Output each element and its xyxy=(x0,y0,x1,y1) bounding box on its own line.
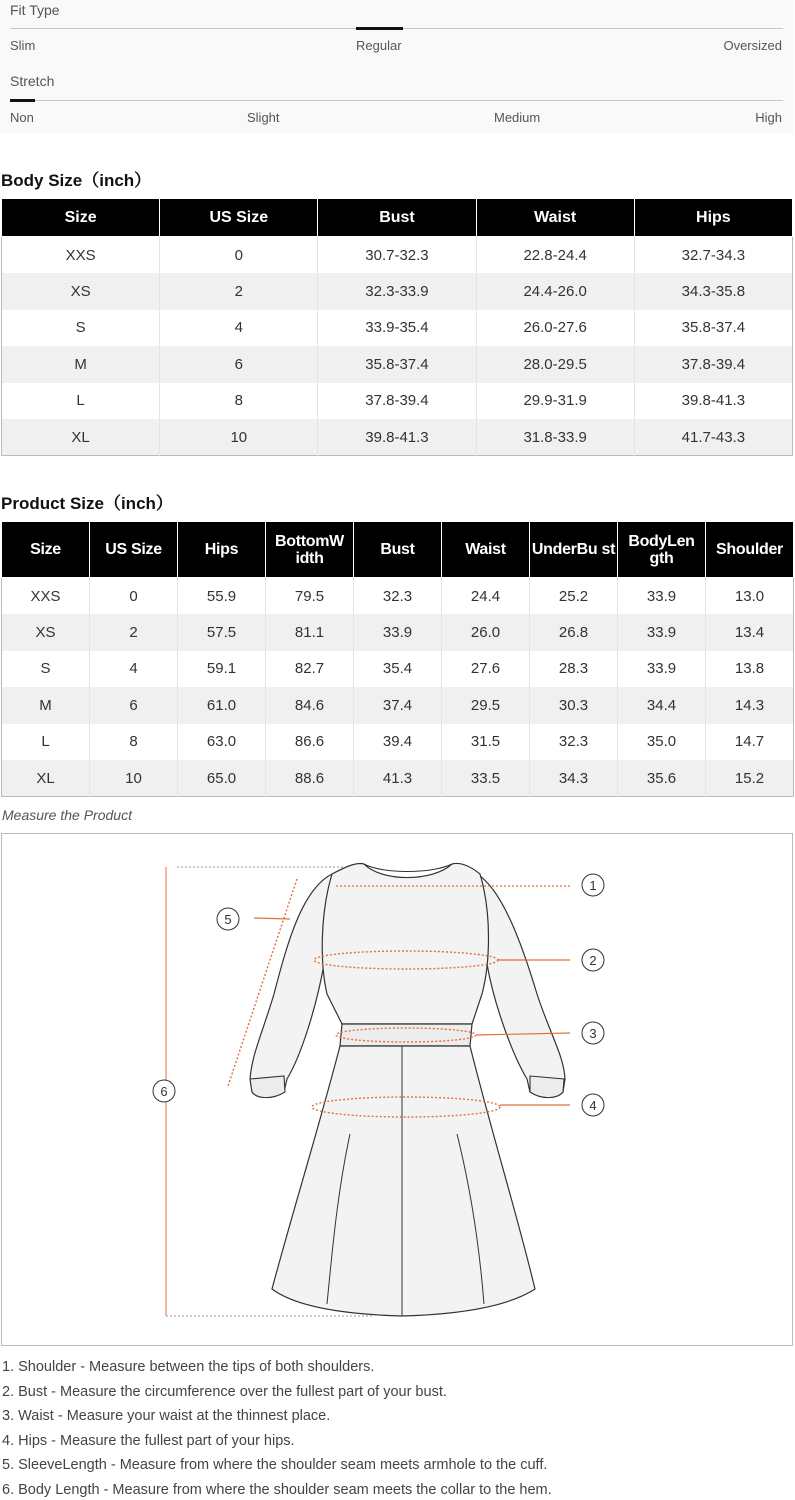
table-cell: 32.3-33.9 xyxy=(318,273,476,310)
table-cell: 29.9-31.9 xyxy=(476,383,634,420)
table-cell: 35.0 xyxy=(618,724,706,761)
table-row xyxy=(2,273,793,310)
table-cell: 39.4 xyxy=(354,724,442,761)
stretch-label-medium: Medium xyxy=(494,110,541,125)
bodice xyxy=(322,863,488,1024)
table-row xyxy=(2,614,794,651)
stretch-title: Stretch xyxy=(10,73,55,89)
table-cell: 13.8 xyxy=(706,651,794,688)
table-cell: 24.4-26.0 xyxy=(476,273,634,310)
table-cell: 22.8-24.4 xyxy=(476,237,634,274)
table-cell: 14.7 xyxy=(706,724,794,761)
table-row xyxy=(2,383,793,420)
marker-1-label: 1 xyxy=(589,878,597,893)
note-shoulder: 1. Shoulder - Measure between the tips of both shoulders. xyxy=(2,1359,375,1375)
fit-type-indicator xyxy=(356,27,403,30)
note-body-length: 6. Body Length - Measure from where the shoulder seam meets the collar to the hem. xyxy=(2,1481,552,1498)
table-cell: 57.5 xyxy=(178,614,266,651)
table-cell: 4 xyxy=(90,651,178,688)
table-cell: 59.1 xyxy=(178,651,266,688)
fit-type-label-slim: Slim xyxy=(10,38,36,53)
header-cell: Bust xyxy=(354,522,442,578)
table-cell: 2 xyxy=(160,273,318,310)
marker-2-label: 2 xyxy=(589,953,597,968)
header-cell: Hips xyxy=(634,199,792,237)
table-cell: 37.8-39.4 xyxy=(634,346,792,383)
table-cell: 41.7-43.3 xyxy=(634,419,792,456)
table-cell: M xyxy=(2,687,90,724)
header-cell: Bust xyxy=(318,199,476,237)
table-cell: 34.3-35.8 xyxy=(634,273,792,310)
table-cell: 63.0 xyxy=(178,724,266,761)
table-cell: S xyxy=(2,651,90,688)
header-cell: Size xyxy=(2,522,90,578)
measure-caption: Measure the Product xyxy=(2,807,132,823)
table-cell: 35.6 xyxy=(618,760,706,797)
table-cell: 14.3 xyxy=(706,687,794,724)
table-cell: 29.5 xyxy=(442,687,530,724)
table-row xyxy=(2,578,794,615)
table-cell: 24.4 xyxy=(442,578,530,615)
table-cell: 33.9 xyxy=(618,614,706,651)
table-row xyxy=(2,687,794,724)
table-cell: 33.5 xyxy=(442,760,530,797)
fit-type-label-regular: Regular xyxy=(356,38,402,53)
table-cell: 28.3 xyxy=(530,651,618,688)
body-size-table xyxy=(1,198,793,456)
header-cell: Waist xyxy=(476,199,634,237)
table-cell: 30.3 xyxy=(530,687,618,724)
table-cell: 32.7-34.3 xyxy=(634,237,792,274)
dress-diagram-svg xyxy=(2,834,792,1345)
table-cell: 55.9 xyxy=(178,578,266,615)
table-cell: 25.2 xyxy=(530,578,618,615)
marker-6 xyxy=(153,1080,175,1102)
fit-type-title: Fit Type xyxy=(10,2,60,18)
marker-4-label: 4 xyxy=(589,1098,597,1113)
table-cell: XXS xyxy=(2,237,160,274)
table-cell: 81.1 xyxy=(266,614,354,651)
body-size-header-row xyxy=(2,199,793,237)
table-cell: XS xyxy=(2,273,160,310)
table-cell: M xyxy=(2,346,160,383)
product-size-title: Product Size（inch） xyxy=(1,494,173,513)
header-cell: Waist xyxy=(442,522,530,578)
table-row xyxy=(2,651,794,688)
table-cell: L xyxy=(2,383,160,420)
table-cell: 30.7-32.3 xyxy=(318,237,476,274)
table-cell: 88.6 xyxy=(266,760,354,797)
header-cell: Size xyxy=(2,199,160,237)
header-cell: BottomW idth xyxy=(266,522,354,578)
product-size-table xyxy=(1,521,794,797)
right-sleeve xyxy=(477,874,565,1097)
table-cell: 26.8 xyxy=(530,614,618,651)
left-cuff xyxy=(250,1076,285,1098)
table-cell: 39.8-41.3 xyxy=(634,383,792,420)
measurement-diagram xyxy=(1,833,793,1346)
fit-type-label-oversized: Oversized xyxy=(723,38,782,53)
table-cell: L xyxy=(2,724,90,761)
table-cell: 35.8-37.4 xyxy=(318,346,476,383)
table-cell: 13.4 xyxy=(706,614,794,651)
stretch-label-non: Non xyxy=(10,110,34,125)
marker-5 xyxy=(217,908,239,930)
table-cell: 28.0-29.5 xyxy=(476,346,634,383)
table-cell: 61.0 xyxy=(178,687,266,724)
table-cell: 39.8-41.3 xyxy=(318,419,476,456)
table-cell: XL xyxy=(2,419,160,456)
table-cell: 10 xyxy=(160,419,318,456)
stretch-track xyxy=(10,100,783,101)
table-cell: 33.9 xyxy=(618,578,706,615)
note-waist: 3. Waist - Measure your waist at the thinnest place. xyxy=(2,1408,331,1424)
table-cell: 33.9 xyxy=(354,614,442,651)
table-row xyxy=(2,760,794,797)
table-cell: 31.5 xyxy=(442,724,530,761)
table-cell: 0 xyxy=(90,578,178,615)
table-cell: S xyxy=(2,310,160,347)
marker-3 xyxy=(582,1022,604,1044)
left-sleeve xyxy=(250,874,332,1097)
table-cell: 82.7 xyxy=(266,651,354,688)
marker-3-label: 3 xyxy=(589,1026,597,1041)
table-cell: 15.2 xyxy=(706,760,794,797)
table-row xyxy=(2,310,793,347)
body-size-title: Body Size（inch） xyxy=(1,171,152,190)
table-cell: 2 xyxy=(90,614,178,651)
table-cell: XL xyxy=(2,760,90,797)
table-cell: 37.8-39.4 xyxy=(318,383,476,420)
table-cell: 33.9-35.4 xyxy=(318,310,476,347)
table-cell: 34.4 xyxy=(618,687,706,724)
table-cell: 86.6 xyxy=(266,724,354,761)
header-cell: Shoulder xyxy=(706,522,794,578)
table-cell: 26.0-27.6 xyxy=(476,310,634,347)
table-cell: 35.8-37.4 xyxy=(634,310,792,347)
skirt xyxy=(272,1046,535,1316)
table-cell: 32.3 xyxy=(354,578,442,615)
header-cell: Hips xyxy=(178,522,266,578)
table-cell: 4 xyxy=(160,310,318,347)
table-cell: 0 xyxy=(160,237,318,274)
stretch-label-slight: Slight xyxy=(247,110,280,125)
table-cell: 27.6 xyxy=(442,651,530,688)
table-cell: 8 xyxy=(160,383,318,420)
table-row xyxy=(2,346,793,383)
measurement-notes xyxy=(2,1357,792,1500)
marker-6-label: 6 xyxy=(160,1084,168,1099)
fit-stretch-panel xyxy=(0,0,793,133)
stretch-indicator xyxy=(10,99,35,102)
marker-5-label: 5 xyxy=(224,912,232,927)
table-cell: 32.3 xyxy=(530,724,618,761)
table-cell: 6 xyxy=(160,346,318,383)
header-cell: UnderBu st xyxy=(530,522,618,578)
right-cuff xyxy=(530,1076,564,1098)
note-hips: 4. Hips - Measure the fullest part of your hips. xyxy=(2,1432,295,1449)
product-size-header-row xyxy=(2,522,794,578)
note-bust: 2. Bust - Measure the circumference over the fullest part of your bust. xyxy=(2,1383,447,1400)
table-row xyxy=(2,237,793,274)
header-cell: BodyLen gth xyxy=(618,522,706,578)
table-cell: 37.4 xyxy=(354,687,442,724)
table-cell: 84.6 xyxy=(266,687,354,724)
table-cell: 33.9 xyxy=(618,651,706,688)
table-row xyxy=(2,724,794,761)
table-row xyxy=(2,419,793,456)
table-cell: 65.0 xyxy=(178,760,266,797)
marker-2 xyxy=(582,949,604,971)
stretch-label-high: High xyxy=(755,110,782,125)
table-cell: 79.5 xyxy=(266,578,354,615)
table-cell: 6 xyxy=(90,687,178,724)
table-cell: XS xyxy=(2,614,90,651)
table-cell: 10 xyxy=(90,760,178,797)
note-sleeve-length: 5. SleeveLength - Measure from where the shoulder seam meets armhole to the cuff. xyxy=(2,1457,548,1473)
table-cell: 13.0 xyxy=(706,578,794,615)
table-cell: 41.3 xyxy=(354,760,442,797)
marker-1 xyxy=(582,874,604,896)
table-cell: XXS xyxy=(2,578,90,615)
table-cell: 35.4 xyxy=(354,651,442,688)
header-cell: US Size xyxy=(90,522,178,578)
marker-4 xyxy=(582,1094,604,1116)
table-cell: 26.0 xyxy=(442,614,530,651)
table-cell: 31.8-33.9 xyxy=(476,419,634,456)
header-cell: US Size xyxy=(160,199,318,237)
table-cell: 34.3 xyxy=(530,760,618,797)
table-cell: 8 xyxy=(90,724,178,761)
